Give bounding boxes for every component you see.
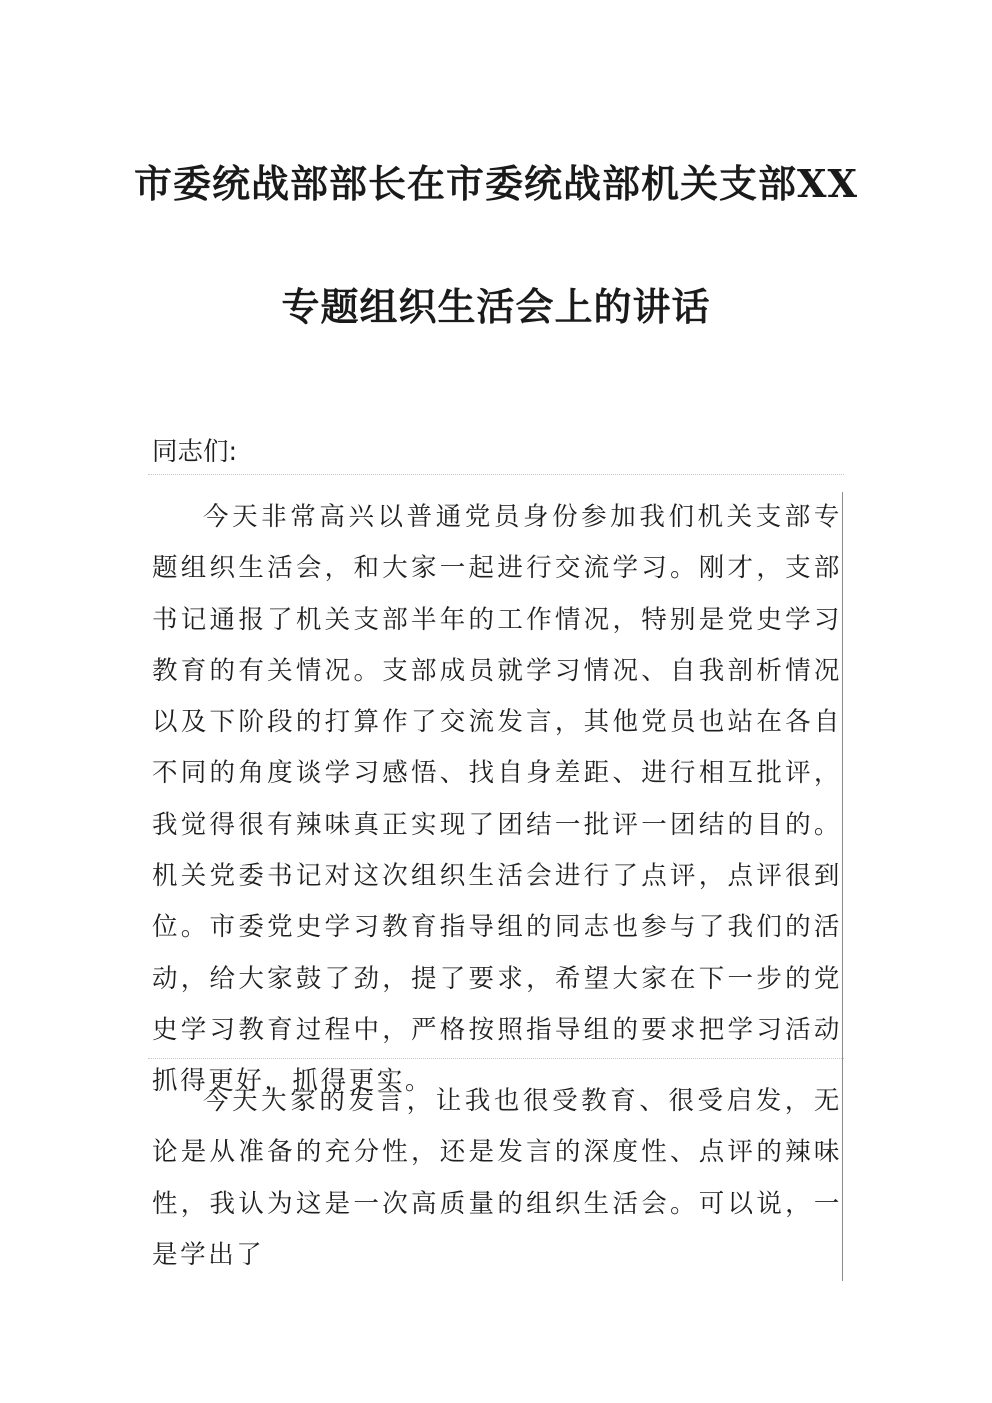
- paragraph-separator: [148, 474, 844, 475]
- document-title-line-1: 市委统战部部长在市委统战部机关支部XX: [134, 161, 858, 206]
- paragraph-separator: [148, 1058, 844, 1059]
- salutation: 同志们:: [152, 437, 238, 467]
- body-paragraph-1: 今天非常高兴以普通党员身份参加我们机关支部专题组织生活会，和大家一起进行交流学习。刚才，支部书记通报了机关支部半年的工作情况，特别是党史学习教育的有关情况。支部成员就学习情况、自我剖析情况以及下阶段的打算作了交流发言，其他党员也站在各自不同的角度谈学习感悟、找自身差距、进行相互批评，我觉得很有辣味真正实现了团结一批评一团结的目的。机关党委书记对这次组织生活会进行了点评，点评很到位。市委党史学习教育指导组的同志也参与了我们的活动，给大家鼓了劲，提了要求，希望大家在下一步的党史学习教育过程中，严格按照指导组的要求把学习活动抓得更好，抓得更实。: [152, 492, 843, 1108]
- body-paragraph-2: 今天大家的发言，让我也很受教育、很受启发，无论是从准备的充分性，还是发言的深度性、点评的辣味性，我认为这是一次高质量的组织生活会。可以说，一是学出了: [152, 1076, 843, 1281]
- document-title-line-2: 专题组织生活会上的讲话: [281, 284, 711, 329]
